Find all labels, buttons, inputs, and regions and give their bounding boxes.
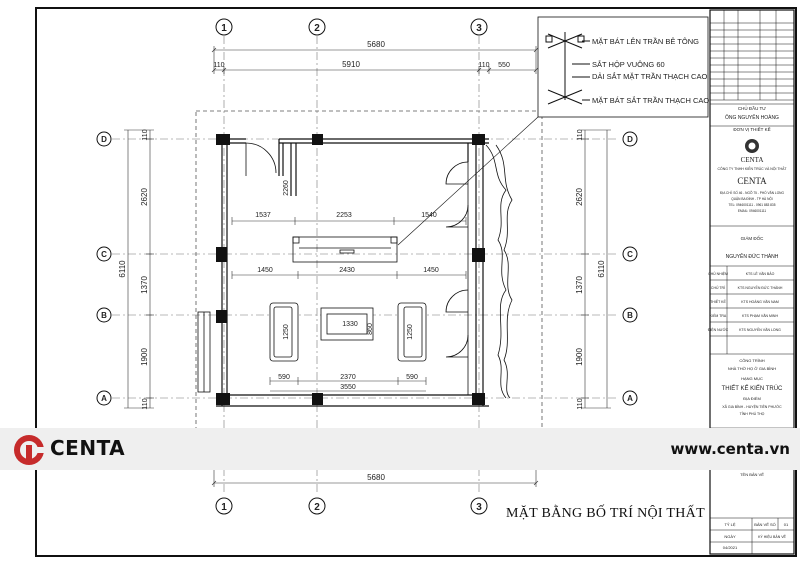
grid-row-d-left: D	[101, 135, 107, 144]
grid-row-c-right: C	[627, 250, 633, 259]
dim-left-ba: 1900	[140, 348, 149, 366]
tb-project-name: NHÀ THỜ HỌ Ở GIA BÌNH	[727, 366, 777, 371]
tb-row-4-value: KTS PHẠM VĂN MINH	[742, 314, 778, 318]
tb-sheet-label: BẢN VẼ SỐ	[754, 522, 776, 527]
watermark-website[interactable]: www.centa.vn	[670, 440, 790, 458]
dim-top-right-b: 550	[498, 62, 510, 69]
note-concrete-ceiling: MẶT BÁT LÊN TRẦN BÊ TÔNG	[592, 37, 699, 46]
tb-sheet-no: 01	[783, 522, 789, 527]
tb-row-3-label: THIẾT KẾ	[710, 300, 726, 304]
top-grid-bubbles	[216, 19, 487, 35]
tb-row-1-value: KTS LÊ VĂN BẢO	[745, 272, 775, 276]
watermark-logo-text: CENTA	[50, 436, 126, 460]
dim-right-cb: 1370	[575, 276, 584, 294]
tb-director-label: GIÁM ĐỐC	[740, 236, 764, 241]
dim-bottom-590a: 590	[278, 374, 290, 381]
dim-table-860: 860	[367, 323, 374, 335]
note-steel-box: SẮT HỘP VUÔNG 60	[592, 60, 665, 69]
tb-location-1: XÃ GIA BÌNH - HUYỆN TIÊN PHƯỚC	[722, 405, 782, 409]
grid-col-3-bottom: 3	[476, 502, 482, 513]
dim-left-dc: 2620	[140, 188, 149, 206]
tb-location-label: ĐỊA ĐIỂM	[743, 396, 761, 401]
tb-project-label: CÔNG TRÌNH	[739, 358, 765, 363]
tb-company-name: CENTA	[737, 176, 767, 186]
dim-left-cb: 1370	[140, 276, 149, 294]
tb-director-name: NGUYỄN ĐỨC THÀNH	[725, 254, 779, 260]
grid-row-b-left: B	[101, 311, 107, 320]
dim-right-top-small: 110	[577, 129, 584, 141]
dim-table-1330: 1330	[342, 321, 358, 328]
tb-category-name: THIẾT KẾ KIẾN TRÚC	[721, 386, 783, 392]
centa-logo-icon	[12, 433, 46, 467]
dim-ceiling-1537: 1537	[255, 212, 271, 219]
tb-drawing-label: TÊN BẢN VẼ	[740, 472, 764, 477]
dim-left-total: 6110	[118, 260, 127, 278]
grid-row-a-left: A	[101, 394, 107, 403]
tb-designer-label: ĐƠN VỊ THIẾT KẾ	[733, 127, 771, 132]
right-dimensions	[581, 130, 611, 408]
dim-sofa-1250a: 1250	[283, 324, 290, 340]
dim-bottom-overall: 5680	[367, 473, 385, 482]
dim-bottom-3550: 3550	[340, 384, 356, 391]
tb-row-5-label: ĐIỆN NƯỚC	[707, 328, 729, 332]
ceiling-beam-box	[293, 237, 397, 262]
dim-sofa-1250b: 1250	[407, 324, 414, 340]
tb-phone-1: TEL: 0946001111 - 0961 883 835	[728, 203, 776, 207]
dim-left-top-small: 110	[142, 129, 149, 141]
grid-col-3-top: 3	[476, 23, 482, 34]
note-gypsum-strip: DẢI SẮT MẶT TRẦN THẠCH CAO	[592, 72, 708, 81]
bottom-grid-bubbles	[216, 498, 487, 514]
tb-category-label: HẠNG MỤC	[741, 376, 763, 381]
grid-row-a-right: A	[627, 394, 633, 403]
tb-address-2: QUẬN BA ĐÌNH - TP HÀ NỘI	[731, 197, 773, 201]
tb-row-3-value: KTS HOÀNG VĂN NAM	[741, 300, 779, 304]
dim-right-total: 6110	[597, 260, 606, 278]
tb-row-1-label: CHỦ NHIỆM	[708, 272, 728, 276]
dim-ceiling-1450b: 1450	[423, 267, 439, 274]
tb-address-1: ĐỊA CHỈ: SỐ 46 - NGÕ 75 - PHỐ VĂN LONG	[720, 191, 784, 195]
grid-row-d-right: D	[627, 135, 633, 144]
grid-col-1-bottom: 1	[221, 502, 227, 513]
dim-top-left: 110	[213, 62, 225, 69]
dim-top-overall: 5680	[367, 40, 385, 49]
tb-location-2: TỈNH PHÚ THỌ	[739, 412, 765, 416]
top-dimensions	[212, 46, 538, 74]
tb-owner-name: ÔNG NGUYỄN HOÀNG	[725, 115, 779, 121]
dim-top-mid: 5910	[342, 60, 360, 69]
grid-row-b-right: B	[627, 311, 633, 320]
tb-phone-2: EMAIL: 0946001111	[737, 209, 767, 213]
door-swing	[246, 143, 276, 173]
dim-right-bottom-small: 110	[577, 398, 584, 410]
tb-brand: CENTA	[740, 156, 764, 164]
left-grid-bubbles	[97, 132, 111, 405]
dim-right-ba: 1900	[575, 348, 584, 366]
sheet-title: MẶT BẰNG BỐ TRÍ NỘI THẤT	[506, 506, 705, 521]
tb-row-2-value: KTS NGUYỄN ĐỨC THÀNH	[737, 286, 783, 290]
right-grid-bubbles	[623, 132, 637, 405]
left-cabinet	[198, 312, 210, 392]
dim-bottom-2370: 2370	[340, 374, 356, 381]
tb-row-2-label: CHỦ TRÌ	[710, 286, 726, 290]
tb-row-4-label: KIỂM TRA	[709, 314, 727, 318]
grid-col-2-bottom: 2	[314, 502, 320, 513]
tb-scale-label: TỶ LỆ	[724, 522, 736, 527]
dim-ceiling-2253: 2253	[336, 212, 352, 219]
dim-right-dc: 2620	[575, 188, 584, 206]
dim-ceiling-1450a: 1450	[257, 267, 273, 274]
tb-row-5-value: KTS NGUYỄN VĂN LONG	[739, 328, 781, 332]
dim-ceiling-2430: 2430	[339, 267, 355, 274]
dim-left-bottom-small: 110	[142, 398, 149, 410]
dim-top-right-a: 110	[478, 62, 490, 69]
tb-date-value: 04/2021	[722, 545, 738, 550]
tb-code-label: KÝ HIỆU BẢN VẼ	[758, 535, 786, 539]
grid-col-1-top: 1	[221, 23, 227, 34]
tb-company-full: CÔNG TY TNHH KIẾN TRÚC VÀ NỘI THẤT	[717, 167, 787, 171]
left-dimensions	[124, 130, 154, 408]
grid-row-c-left: C	[101, 250, 107, 259]
grid-col-2-top: 2	[314, 23, 320, 34]
dim-bottom-590b: 590	[406, 374, 418, 381]
note-gypsum-bracket: MẶT BÁT SẮT TRẦN THẠCH CAO	[592, 96, 710, 105]
tb-date-label: NGÀY	[724, 534, 736, 539]
dim-ceiling-1540: 1540	[421, 212, 437, 219]
dim-inner-2260: 2260	[283, 180, 290, 196]
title-block	[708, 10, 794, 554]
tb-owner-label: CHỦ ĐẦU TƯ	[737, 106, 767, 111]
